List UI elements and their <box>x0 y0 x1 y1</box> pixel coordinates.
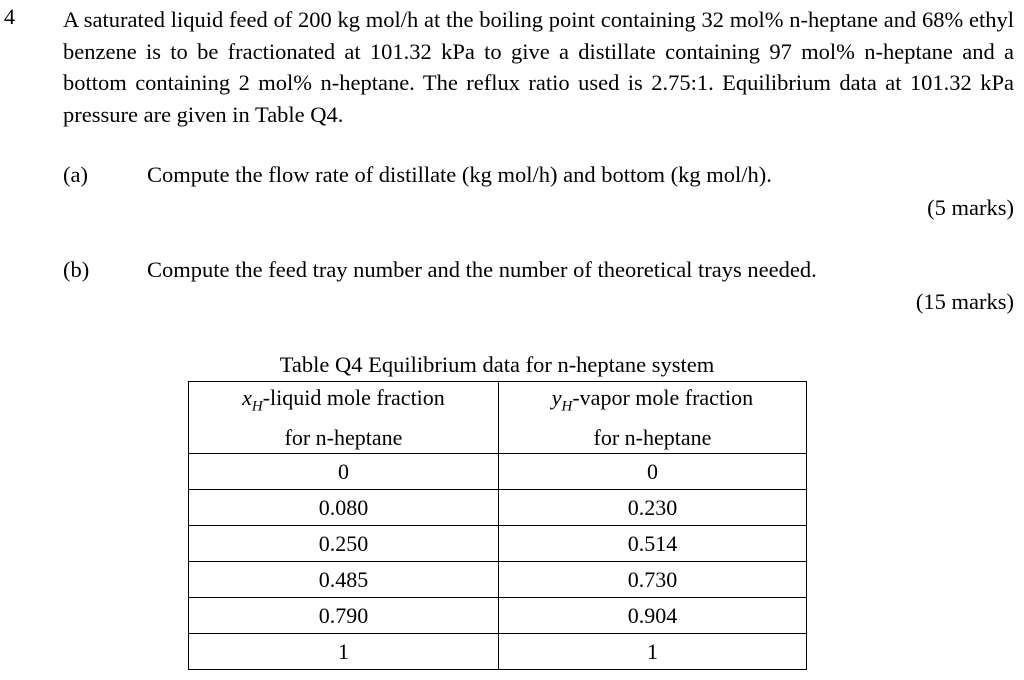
table-row <box>189 562 807 598</box>
x-value: 0.790 <box>189 598 499 634</box>
part-b-text: Compute the feed tray number and the number of theoretical trays needed. <box>147 257 817 282</box>
y-value: 0.904 <box>498 598 806 634</box>
x-value: 0.485 <box>189 562 499 598</box>
part-a-text: Compute the flow rate of distillate (kg mol/h) and bottom (kg mol/h). <box>147 162 772 187</box>
part-a-marks: (5 marks) <box>927 195 1014 220</box>
table-row <box>189 490 807 526</box>
y-value: 1 <box>498 634 806 670</box>
y-value: 0.230 <box>498 490 806 526</box>
question-text: A saturated liquid feed of 200 kg mol/h at the boiling point containing 32 mol% n-heptane and 68% ethyl benzene is to be fractionated at 101.32 kPa to give a distillate containing 97 mol% n-heptane and a bottom containing 2 mol% n-heptane. The reflux ratio used is 2.75:1. Equilibrium data at 101.32 kPa pressure are given in Table Q4. <box>63 7 1014 127</box>
x-value: 1 <box>189 634 499 670</box>
x-value: 0.080 <box>189 490 499 526</box>
part-a-label: (a) <box>63 162 88 187</box>
y-value: 0.730 <box>498 562 806 598</box>
table-row <box>189 526 807 562</box>
question-number: 4 <box>4 4 15 29</box>
table-row <box>189 454 807 490</box>
part-b-marks: (15 marks) <box>915 289 1014 314</box>
y-value: 0.514 <box>498 526 806 562</box>
header-x: $x_H$-liquid mole fraction for n-heptane <box>189 382 499 454</box>
table-row <box>189 598 807 634</box>
x-value: 0 <box>189 454 499 490</box>
part-b-label: (b) <box>63 257 90 282</box>
header-y: $y_H$-vapor mole fraction for n-heptane <box>498 382 806 454</box>
table-caption: Table Q4 Equilibrium data for n-heptane system <box>279 352 715 377</box>
x-value: 0.250 <box>189 526 499 562</box>
y-value: 0 <box>498 454 806 490</box>
equilibrium-table <box>188 381 807 670</box>
table-row <box>189 634 807 670</box>
